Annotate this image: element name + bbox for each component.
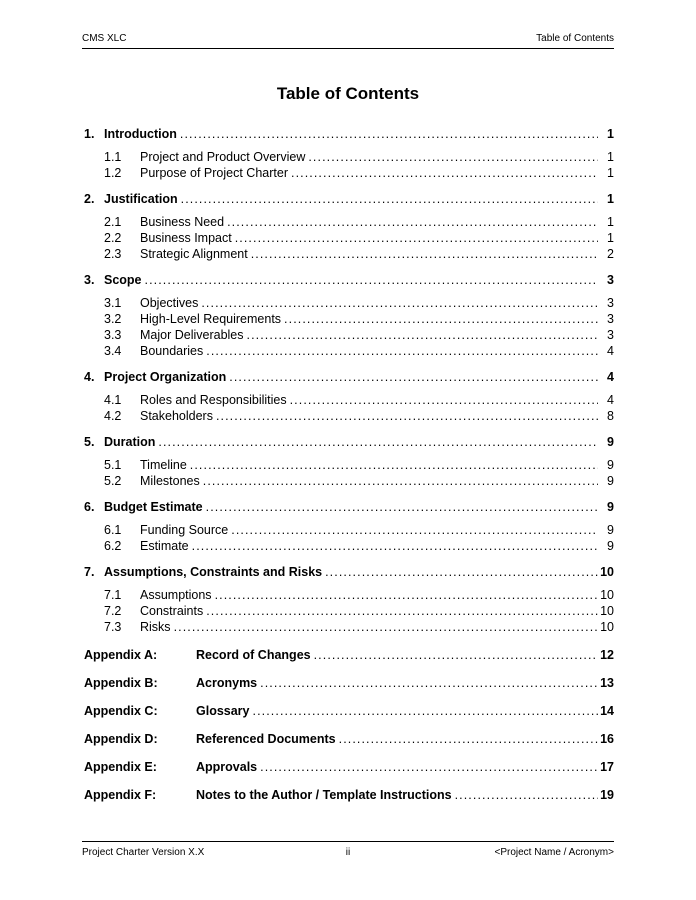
dot-leader — [251, 246, 598, 262]
toc-entry-level2[interactable] — [104, 214, 614, 230]
toc-entry-level1[interactable] — [84, 564, 614, 580]
appendix-label: Appendix D: — [84, 732, 158, 746]
dot-leader — [206, 499, 598, 515]
toc-entry-appendix[interactable] — [84, 675, 614, 691]
toc-entry-level2[interactable] — [104, 522, 614, 538]
dot-leader — [253, 703, 598, 719]
toc-entry-page: 3 — [607, 273, 614, 287]
toc-entry-title: Assumptions, Constraints and Risks — [104, 565, 323, 579]
toc-entry-page: 9 — [607, 500, 614, 514]
toc-entry-level1[interactable] — [84, 434, 614, 450]
toc-entry-page: 10 — [600, 588, 614, 602]
dot-leader — [174, 619, 598, 635]
toc-entry-page: 1 — [607, 231, 614, 245]
toc-entry-number: 5. — [84, 435, 95, 449]
toc-entry-page: 14 — [600, 704, 614, 718]
toc-entry-page: 9 — [607, 474, 614, 488]
dot-leader — [181, 191, 598, 207]
footer-left-text: Project Charter Version X.X — [82, 847, 205, 858]
dot-leader — [206, 603, 598, 619]
toc-entry-page: 17 — [600, 760, 614, 774]
toc-entry-title: Record of Changes — [196, 648, 311, 662]
toc-entry-title: Referenced Documents — [196, 732, 336, 746]
toc-entry-number: 3. — [84, 273, 95, 287]
toc-entry-title: Project Organization — [104, 370, 227, 384]
toc-entry-title: Scope — [104, 273, 142, 287]
toc-entry-page: 8 — [607, 409, 614, 423]
toc-entry-number: 4.2 — [104, 409, 122, 423]
toc-entry-number: 7.1 — [104, 588, 122, 602]
dot-leader — [145, 272, 598, 288]
toc-entry-page: 3 — [607, 312, 614, 326]
toc-entry-title: Introduction — [104, 127, 177, 141]
dot-leader — [325, 564, 598, 580]
toc-entry-level1[interactable] — [84, 369, 614, 385]
toc-entry-number: 7. — [84, 565, 95, 579]
toc-entry-page: 10 — [600, 565, 614, 579]
page-footer — [82, 841, 614, 859]
toc-entry-title: Estimate — [140, 539, 189, 553]
toc-entry-page: 4 — [607, 393, 614, 407]
toc-entry-page: 9 — [607, 523, 614, 537]
toc-entry-title: Assumptions — [140, 588, 212, 602]
toc-entry-title: Project and Product Overview — [140, 150, 306, 164]
toc-entry-title: Roles and Responsibilities — [140, 393, 287, 407]
toc-entry-level1[interactable] — [84, 499, 614, 515]
toc-entry-appendix[interactable] — [84, 731, 614, 747]
dot-leader — [158, 434, 598, 450]
toc-entry-title: Purpose of Project Charter — [140, 166, 288, 180]
toc-entry-title: Notes to the Author / Template Instructions — [196, 788, 452, 802]
page-content — [82, 0, 614, 803]
toc-entry-level1[interactable] — [84, 191, 614, 207]
toc-entry-title: Strategic Alignment — [140, 247, 248, 261]
toc-entry-level2[interactable] — [104, 603, 614, 619]
toc-entry-title: Boundaries — [140, 344, 204, 358]
dot-leader — [231, 522, 598, 538]
toc-entry-title: Duration — [104, 435, 156, 449]
toc-entry-title: Funding Source — [140, 523, 229, 537]
toc-entry-page: 3 — [607, 328, 614, 342]
toc-entry-page: 3 — [607, 296, 614, 310]
dot-leader — [216, 408, 598, 424]
toc-entry-page: 4 — [607, 344, 614, 358]
toc-entry-number: 2.3 — [104, 247, 122, 261]
toc-entry-number: 3.4 — [104, 344, 122, 358]
appendix-label: Appendix E: — [84, 760, 157, 774]
toc-entry-page: 16 — [600, 732, 614, 746]
toc-entry-level2[interactable] — [104, 619, 614, 635]
dot-leader — [339, 731, 598, 747]
toc-entry-page: 9 — [607, 539, 614, 553]
toc-entry-title: Major Deliverables — [140, 328, 244, 342]
toc-entry-number: 1.1 — [104, 150, 122, 164]
toc-entry-number: 3.1 — [104, 296, 122, 310]
toc-entry-number: 6.1 — [104, 523, 122, 537]
footer-page-number: ii — [345, 847, 351, 858]
toc-entry-level2[interactable] — [104, 473, 614, 489]
toc-entry-title: Budget Estimate — [104, 500, 203, 514]
dot-leader — [290, 392, 598, 408]
dot-leader — [180, 126, 598, 142]
toc-entry-page: 1 — [607, 215, 614, 229]
toc-entry-page: 12 — [600, 648, 614, 662]
toc-entry-level2[interactable] — [104, 587, 614, 603]
toc-entry-page: 9 — [607, 435, 614, 449]
dot-leader — [308, 149, 598, 165]
dot-leader — [291, 165, 598, 181]
toc-entry-level1[interactable] — [84, 272, 614, 288]
toc-entry-number: 1.2 — [104, 166, 122, 180]
toc-entry-level2[interactable] — [104, 246, 614, 262]
toc-entry-page: 10 — [600, 604, 614, 618]
dot-leader — [260, 675, 598, 691]
dot-leader — [229, 369, 598, 385]
toc-entry-number: 7.3 — [104, 620, 122, 634]
toc-entry-level2[interactable] — [104, 457, 614, 473]
dot-leader — [201, 295, 598, 311]
toc-entry-page: 10 — [600, 620, 614, 634]
header-right-text: Table of Contents — [536, 33, 614, 44]
toc-entry-page: 1 — [607, 192, 614, 206]
toc-entry-page: 1 — [607, 150, 614, 164]
toc-entry-title: Glossary — [196, 704, 250, 718]
toc-entry-title: High-Level Requirements — [140, 312, 282, 326]
toc-entry-page: 1 — [607, 127, 614, 141]
toc-entry-title: Timeline — [140, 458, 187, 472]
toc-entry-level2[interactable] — [104, 295, 614, 311]
toc-entry-level1[interactable] — [84, 126, 614, 142]
toc-entry-level2[interactable] — [104, 392, 614, 408]
appendix-label: Appendix B: — [84, 676, 158, 690]
toc-entry-title: Acronyms — [196, 676, 258, 690]
toc-entry-number: 3.3 — [104, 328, 122, 342]
toc-entry-level2[interactable] — [104, 538, 614, 554]
dot-leader — [203, 473, 598, 489]
toc-entry-appendix[interactable] — [84, 787, 614, 803]
dot-leader — [206, 343, 598, 359]
footer-right-text: <Project Name / Acronym> — [494, 847, 614, 858]
dot-leader — [192, 538, 598, 554]
toc-entry-level2[interactable] — [104, 311, 614, 327]
toc-entry-page: 19 — [600, 788, 614, 802]
appendix-label: Appendix F: — [84, 788, 157, 802]
dot-leader — [260, 759, 598, 775]
toc-entry-number: 1. — [84, 127, 95, 141]
toc-entry-title: Objectives — [140, 296, 199, 310]
toc-entry-level2[interactable] — [104, 408, 614, 424]
toc-entry-level2[interactable] — [104, 343, 614, 359]
toc-entry-number: 3.2 — [104, 312, 122, 326]
dot-leader — [190, 457, 598, 473]
toc-entry-number: 6.2 — [104, 539, 122, 553]
toc-list — [82, 126, 614, 803]
toc-entry-title: Approvals — [196, 760, 258, 774]
appendix-label: Appendix C: — [84, 704, 158, 718]
toc-entry-page: 4 — [607, 370, 614, 384]
toc-entry-page: 2 — [607, 247, 614, 261]
dot-leader — [247, 327, 598, 343]
page-title: Table of Contents — [276, 84, 420, 103]
dot-leader — [235, 230, 598, 246]
toc-entry-title: Business Need — [140, 215, 225, 229]
toc-entry-level2[interactable] — [104, 165, 614, 181]
toc-entry-level2[interactable] — [104, 149, 614, 165]
toc-entry-appendix[interactable] — [84, 703, 614, 719]
toc-entry-number: 2. — [84, 192, 95, 206]
toc-entry-page: 13 — [600, 676, 614, 690]
dot-leader — [455, 787, 598, 803]
toc-entry-number: 4.1 — [104, 393, 122, 407]
toc-entry-appendix[interactable] — [84, 759, 614, 775]
toc-entry-number: 4. — [84, 370, 95, 384]
toc-entry-title: Stakeholders — [140, 409, 213, 423]
toc-entry-title: Constraints — [140, 604, 204, 618]
dot-leader — [284, 311, 598, 327]
header-left-text: CMS XLC — [82, 33, 127, 44]
toc-entry-number: 6. — [84, 500, 95, 514]
toc-entry-page: 1 — [607, 166, 614, 180]
toc-entry-title: Business Impact — [140, 231, 232, 245]
toc-entry-title: Risks — [140, 620, 171, 634]
toc-entry-page: 9 — [607, 458, 614, 472]
toc-entry-title: Justification — [104, 192, 178, 206]
toc-entry-title: Milestones — [140, 474, 200, 488]
dot-leader — [215, 587, 598, 603]
dot-leader — [227, 214, 598, 230]
toc-entry-number: 5.1 — [104, 458, 122, 472]
toc-entry-level2[interactable] — [104, 230, 614, 246]
toc-entry-number: 2.1 — [104, 215, 122, 229]
toc-entry-appendix[interactable] — [84, 647, 614, 663]
dot-leader — [314, 647, 598, 663]
toc-entry-level2[interactable] — [104, 327, 614, 343]
toc-entry-number: 2.2 — [104, 231, 122, 245]
appendix-label: Appendix A: — [84, 648, 158, 662]
toc-entry-number: 7.2 — [104, 604, 122, 618]
toc-entry-number: 5.2 — [104, 474, 122, 488]
